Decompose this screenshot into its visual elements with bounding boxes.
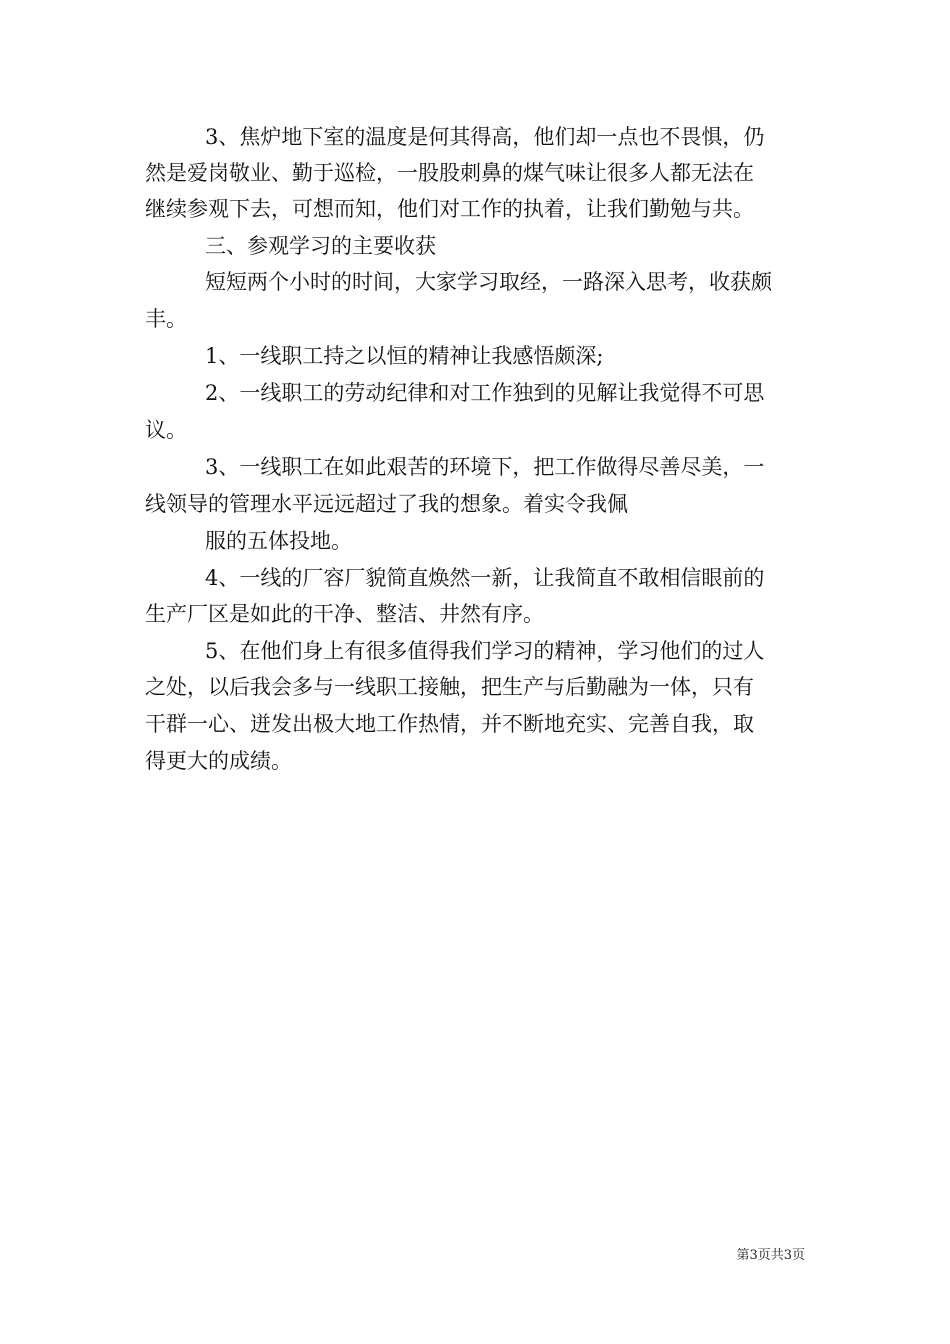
text-line: 线领导的管理水平远远超过了我的想象。着实令我佩 xyxy=(145,492,628,516)
section-heading: 三、参观学习的主要收获 xyxy=(205,234,436,258)
text-line: 4、一线的厂容厂貌简直焕然一新，让我简直不敢相信眼前的 xyxy=(205,566,765,590)
text-line: 然是爱岗敬业、勤于巡检，一股股刺鼻的煤气味让很多人都无法在 xyxy=(145,161,754,185)
text-line: 得更大的成绩。 xyxy=(145,749,292,773)
text-line: 服的五体投地。 xyxy=(205,529,352,553)
text-line: 5、在他们身上有很多值得我们学习的精神，学习他们的过人 xyxy=(205,639,765,663)
text-line: 继续参观下去，可想而知，他们对工作的执着，让我们勤勉与共。 xyxy=(145,197,754,221)
page-number: 第3页共3页 xyxy=(736,1248,805,1263)
text-line: 丰。 xyxy=(145,307,187,331)
text-line: 生产厂区是如此的干净、整洁、井然有序。 xyxy=(145,602,544,626)
text-line: 2、一线职工的劳动纪律和对工作独到的见解让我觉得不可思 xyxy=(205,381,765,405)
text-line: 3、焦炉地下室的温度是何其得高，他们却一点也不畏惧，仍 xyxy=(205,125,765,149)
text-line: 1、一线职工持之以恒的精神让我感悟颇深; xyxy=(205,344,604,368)
text-line: 干群一心、迸发出极大地工作热情，并不断地充实、完善自我，取 xyxy=(145,712,754,736)
text-line: 议。 xyxy=(145,418,187,442)
text-line: 短短两个小时的时间，大家学习取经，一路深入思考，收获颇 xyxy=(205,270,772,294)
text-line: 3、一线职工在如此艰苦的环境下，把工作做得尽善尽美，一 xyxy=(205,455,765,479)
text-line: 之处，以后我会多与一线职工接触，把生产与后勤融为一体，只有 xyxy=(145,675,754,699)
